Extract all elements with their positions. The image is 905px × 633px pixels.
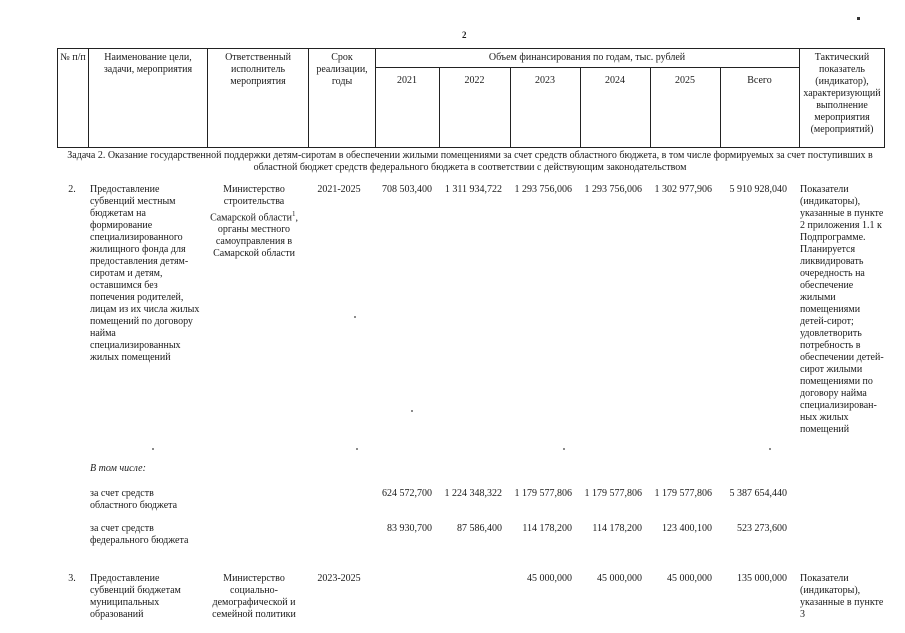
row3-2025: 45 000,000 [667,573,712,584]
federal-2023: 114 178,200 [522,523,572,534]
row2-2022: 1 311 934,722 [444,184,502,195]
table-header [57,48,885,148]
row3-2024: 45 000,000 [597,573,642,584]
regional-2021: 624 572,700 [382,488,432,499]
scan-dot [563,448,565,450]
divider [88,49,89,147]
header-year-2022: 2022 [464,75,485,86]
regional-2023: 1 179 577,806 [514,488,572,499]
row3-indicator: Показатели (индикаторы), указанные в пункте 3 [800,573,884,620]
row3-2023: 45 000,000 [527,573,572,584]
scan-dot [411,410,413,412]
including-label: В том числе: [90,463,146,474]
header-indicator: Тактический показатель (индикатор), характеризующий выполнение мероприятия (мероприятий) [803,52,881,135]
regional-2022: 1 224 348,322 [444,488,502,499]
federal-label: за счет средств федерального бюджета [90,523,189,546]
row2-2021: 708 503,400 [382,184,432,195]
federal-2021: 83 930,700 [387,523,432,534]
row2-indicator: Показатели (индикаторы), указанные в пункте 2 приложения 1.1 к Подпрограмме. Планируется ликвидировать очередность на обеспечение жилыми помещениями детей-сирот; удовлетворить потребность в обеспечении детей-сирот жилыми помещениями по договору найма специализирован-ных жилых помещений [800,184,884,435]
task-heading: Задача 2. Оказание государственной поддержки детям-сиротам в обеспечении жилыми помещениями за счет средств областного бюджета, в том числе формируемых за счет поступивших в областной бюджет средств федерального бюджета в соответствии с действующим законодательством [67,150,873,173]
page-number: 2 [462,30,467,40]
divider [799,49,800,147]
federal-total: 523 273,600 [737,523,787,534]
federal-2025: 123 400,100 [662,523,712,534]
header-year-2024: 2024 [605,75,625,86]
header-funding: Объем финансирования по годам, тыс. рублей [488,52,686,63]
header-year-2023: 2023 [535,75,555,86]
row2-name: Предоставление субвенций местным бюджетам на формирование специализированного жилищного фонда для предоставления детям-сиротам и детям, оставшимся без попечения родителей, лицам из их числа жилых помещений по договору найма специализированных жилых помещений [90,184,200,363]
scan-dot [152,448,154,450]
header-term: Срок реализации, годы [316,52,368,87]
row2-2025: 1 302 977,906 [654,184,712,195]
row3-num: 3. [68,573,76,584]
scan-dot [769,448,771,450]
row2-2024: 1 293 756,006 [584,184,642,195]
header-name: Наименование цели, задачи, мероприятия [103,52,193,75]
row2-executor: Министерство строительства Самарской области$^1$, органы местного самоуправления в Самарской области [210,184,298,260]
header-executor: Ответственный исполнитель мероприятия [225,52,291,87]
row3-term: 2023-2025 [317,573,361,584]
scan-dot [356,448,358,450]
regional-total: 5 387 654,440 [729,488,787,499]
row3-total: 135 000,000 [737,573,787,584]
regional-2024: 1 179 577,806 [584,488,642,499]
header-year-2021: 2021 [397,75,417,86]
row3-name: Предоставление субвенций бюджетам муниципальных образований [90,573,181,620]
scan-speck [857,17,860,20]
row2-2023: 1 293 756,006 [514,184,572,195]
federal-2022: 87 586,400 [457,523,502,534]
row2-total: 5 910 928,040 [729,184,787,195]
scan-dot [354,316,356,318]
header-year-2025: 2025 [675,75,695,86]
regional-label: за счет средств областного бюджета [90,488,178,511]
divider [308,49,309,147]
row3-executor: Министерство социально-демографической и семейной политики [212,573,296,620]
regional-2025: 1 179 577,806 [654,488,712,499]
divider [207,49,208,147]
header-num: № п/п [60,52,86,63]
row2-num: 2. [68,184,76,195]
header-total: Всего [747,75,772,86]
federal-2024: 114 178,200 [592,523,642,534]
row2-term: 2021-2025 [317,184,361,195]
